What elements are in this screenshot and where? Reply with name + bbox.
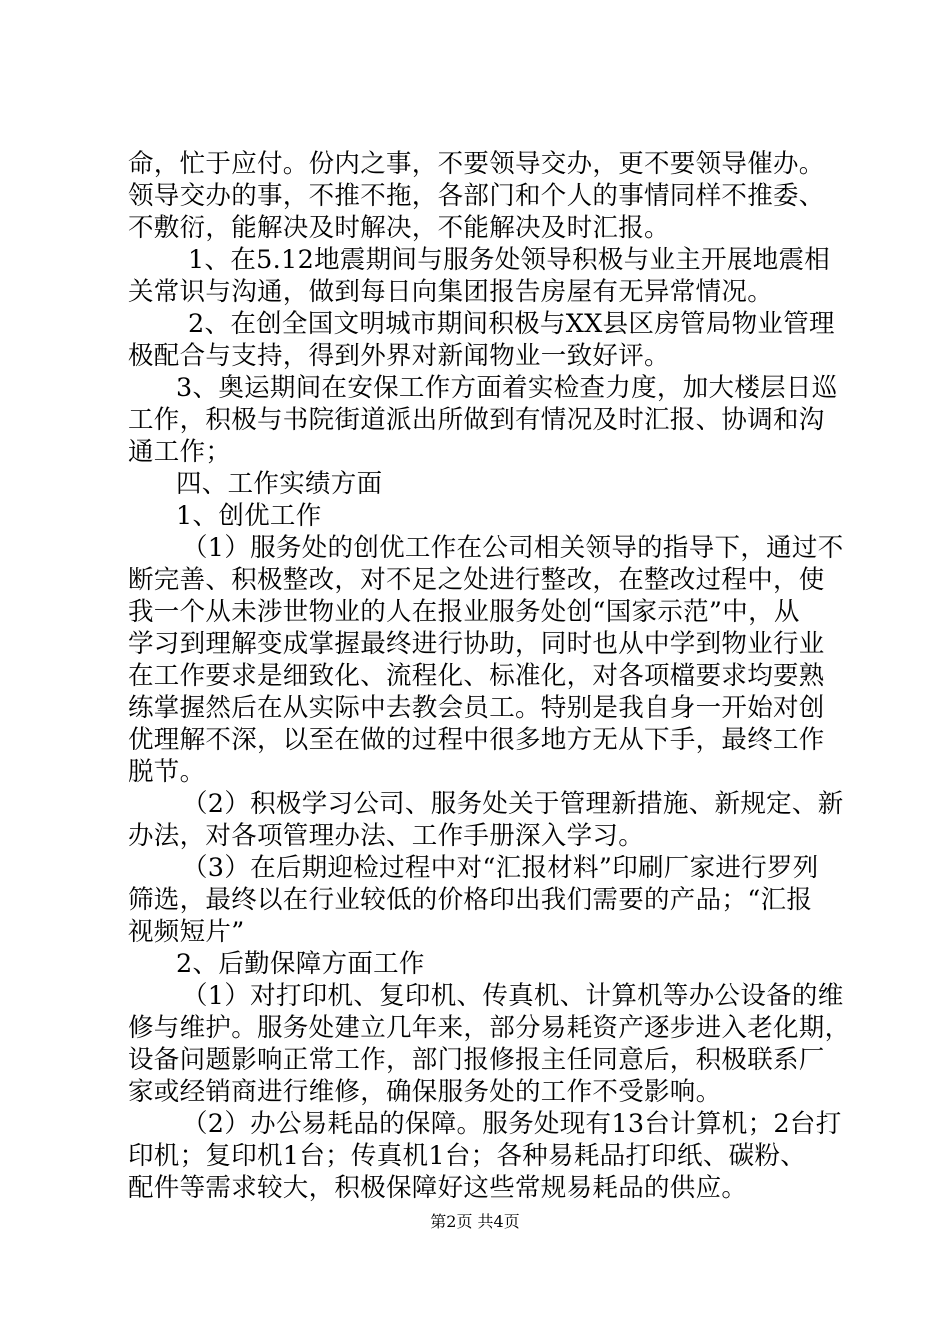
text-line: 家或经销商进行维修，确保服务处的工作不受影响。 [128,1077,722,1107]
text-line: 修与维护。服务处建立几年来，部分易耗资产逐步进入老化期， [128,1013,851,1043]
text-line: 极配合与支持，得到外界对新闻物业一致好评。 [128,341,670,371]
text-line: （1）对打印机、复印机、传真机、计算机等办公设备的维 [182,981,844,1011]
text-line: 在工作要求是细致化、流程化、标准化，对各项檔要求均要熟 [128,661,825,691]
text-line: 断完善、积极整改，对不足之处进行整改，在整改过程中，使 [128,565,825,595]
text-line: 2、在创全国文明城市期间积极与XX县区房管局物业管理 [188,309,835,339]
text-line: 办法，对各项管理办法、工作手册深入学习。 [128,821,645,851]
text-line: 3、奥运期间在安保工作方面着实检查力度，加大楼层日巡 [176,373,838,403]
text-line: 脱节。 [128,757,206,787]
text-line: 工作，积极与书院街道派出所做到有情况及时汇报、协调和沟 [128,405,825,435]
text-line: 1、在5.12地震期间与服务处领导积极与业主开展地震相 [188,245,831,275]
document-body [128,148,851,1204]
text-line: 设备问题影响正常工作，部门报修报主任同意后，积极联系厂 [128,1045,825,1075]
text-line: 练掌握然后在从实际中去教会员工。特别是我自身一开始对创 [128,693,825,723]
text-line: 视频短片” [128,917,245,947]
text-line: 配件等需求较大，积极保障好这些常规易耗品的供应。 [128,1173,748,1203]
text-line: （2）办公易耗品的保障。服务处现有13台计算机；2台打 [182,1109,842,1139]
text-line: 优理解不深，以至在做的过程中很多地方无从下手，最终工作 [128,725,825,755]
text-line: 命，忙于应付。份内之事，不要领导交办，更不要领导催办。 [128,149,825,179]
text-line: （2）积极学习公司、服务处关于管理新措施、新规定、新 [182,789,844,819]
text-line: 学习到理解变成掌握最终进行协助，同时也从中学到物业行业 [128,629,825,659]
subsection-heading: 1、创优工作 [176,501,322,531]
text-line: （1）服务处的创优工作在公司相关领导的指导下，通过不 [182,533,844,563]
page-number: 第2页 共4页 [430,1212,520,1231]
text-line: （3）在后期迎检过程中对“汇报材料”印刷厂家进行罗列 [182,853,819,883]
text-line: 筛选，最终以在行业较低的价格印出我们需要的产品；“汇报 [128,885,813,915]
page-footer [0,1212,950,1232]
subsection-heading: 2、后勤保障方面工作 [176,949,425,979]
text-line: 印机；复印机1台；传真机1台；各种易耗品打印纸、碳粉、 [128,1141,807,1171]
text-line: 不敷衍，能解决及时解决，不能解决及时汇报。 [128,213,670,243]
text-line: 领导交办的事，不推不拖，各部门和个人的事情同样不推委、 [128,181,825,211]
text-line: 通工作； [128,437,232,467]
text-line: 我一个从未涉世物业的人在报业服务处创“国家示范”中，从 [128,597,800,627]
section-heading: 四、工作实绩方面 [176,469,383,499]
text-line: 关常识与沟通，做到每日向集团报告房屋有无异常情况。 [128,277,774,307]
